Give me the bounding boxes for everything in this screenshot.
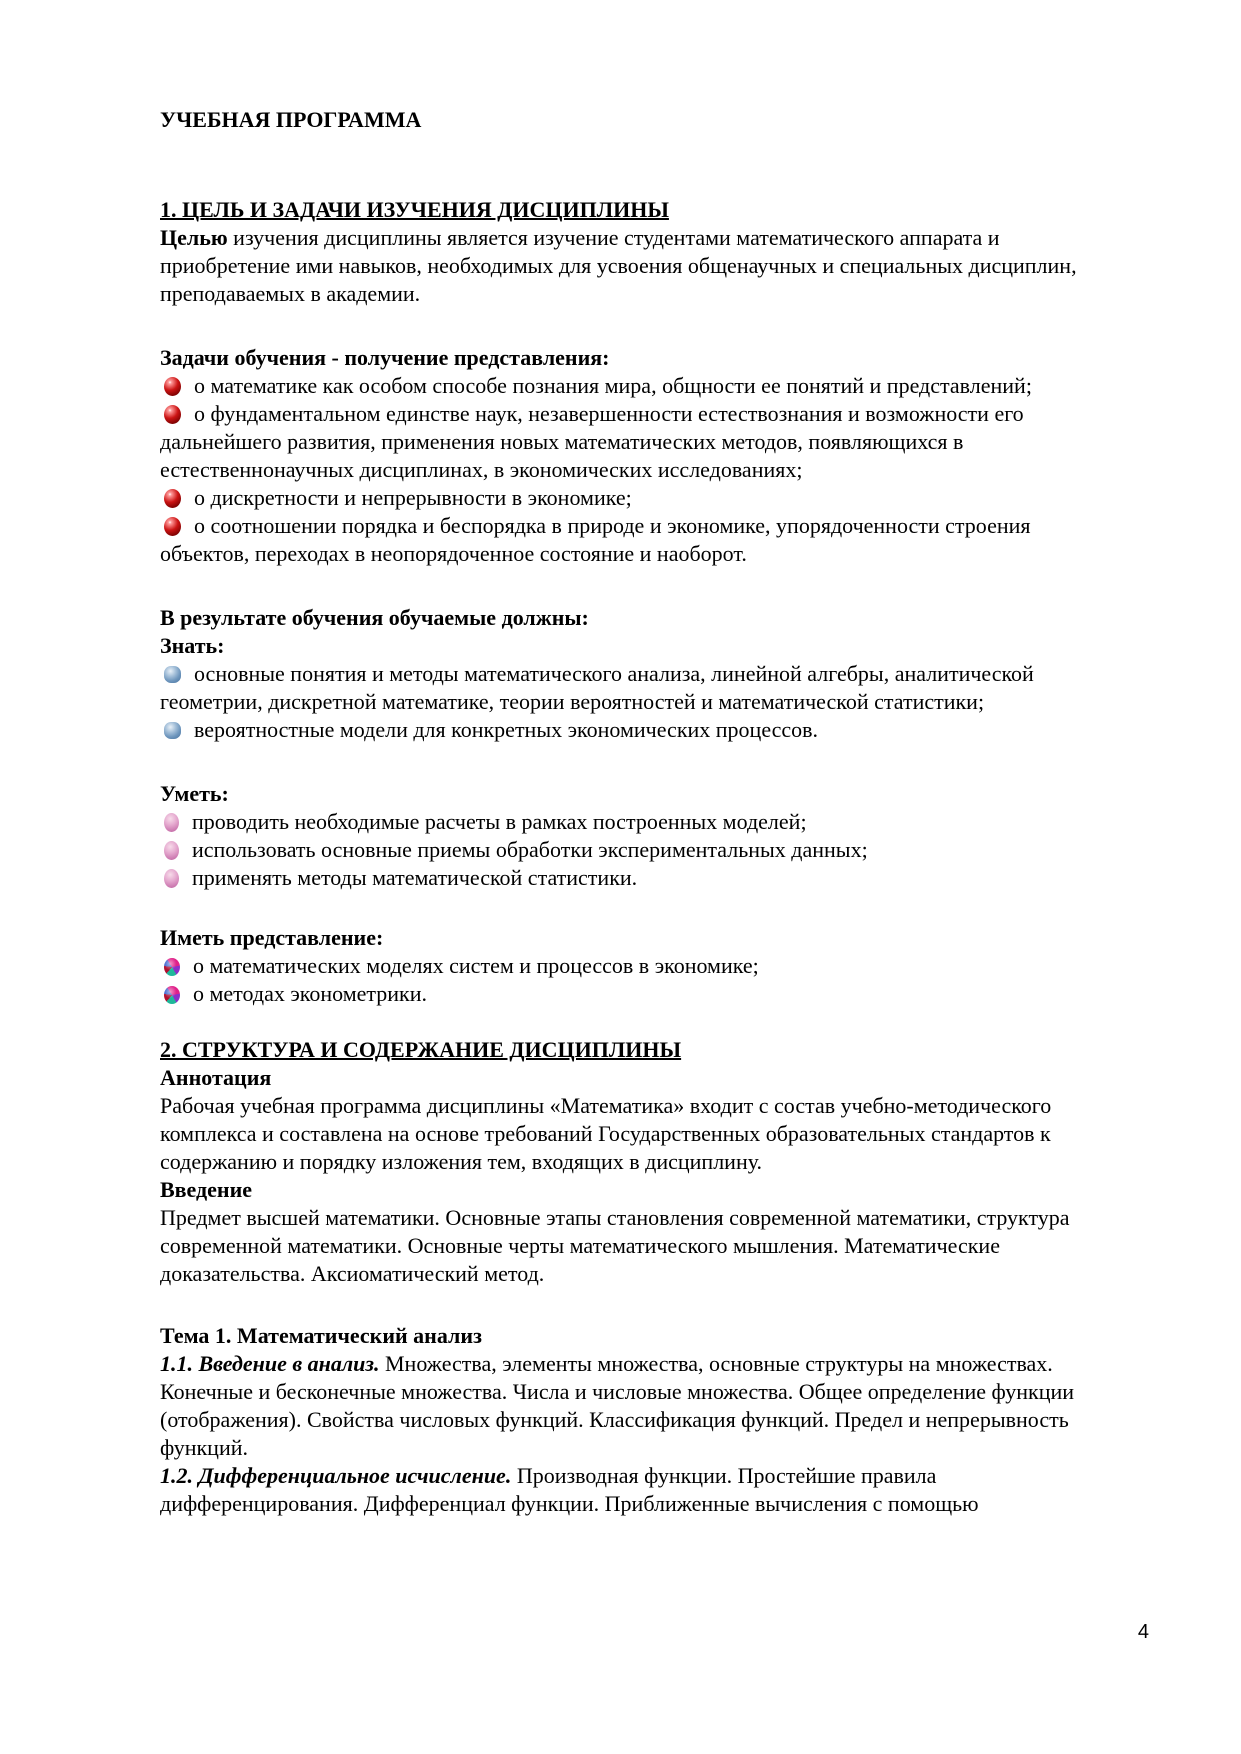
able-item-text: использовать основные приемы обработки экспериментальных данных; — [192, 837, 868, 862]
subsection-label: 1.2. Дифференциальное исчисление. — [160, 1463, 512, 1488]
annotation-heading: Аннотация — [160, 1065, 272, 1090]
list-item — [160, 980, 1125, 1008]
red-sphere-bullet-icon — [164, 517, 181, 536]
subsection-paragraph — [160, 1350, 1125, 1462]
list-item — [160, 836, 1125, 864]
red-sphere-bullet-icon — [164, 489, 181, 508]
know-heading: Знать: — [160, 633, 225, 658]
represent-heading: Иметь представление: — [160, 925, 384, 950]
represent-item-text: о методах эконометрики. — [193, 981, 428, 1006]
know-item-text: вероятностные модели для конкретных экономических процессов. — [194, 717, 819, 742]
task-item-text: о дискретности и непрерывности в экономике; — [194, 485, 632, 510]
list-item — [160, 716, 1125, 744]
know-item-text: основные понятия и методы математического анализа, линейной алгебры, аналитической геометрии, дискретной математике, теории вероятностей и математической статистики; — [160, 661, 1034, 714]
blue-sphere-bullet-icon — [164, 722, 181, 739]
goal-text: изучения дисциплины является изучение студентами математического аппарата и приобретение ими навыков, необходимых для усвоения общенаучных и специальных дисциплин, преподаваемых в академии. — [160, 225, 1077, 306]
task-item-text: о фундаментальном единстве наук, незавершенности естествознания и возможности его дальнейшего развития, применения новых математических методов, появляющихся в естественнонаучных дисциплинах, в экономических исследованиях; — [160, 401, 1024, 482]
pink-sphere-bullet-icon — [164, 841, 179, 860]
subsection-text: Производная функции. Простейшие правила дифференцирования. Дифференциал функции. Приближенные вычисления с помощью — [160, 1463, 979, 1516]
document-content — [160, 106, 1125, 1518]
task-item-text: о соотношении порядка и беспорядка в природе и экономике, упорядоченности строения объектов, переходах в неопорядоченное состояние и наоборот. — [160, 513, 1031, 566]
list-item — [160, 808, 1125, 836]
theme1-heading: Тема 1. Математический анализ — [160, 1323, 482, 1348]
red-sphere-bullet-icon — [164, 377, 181, 396]
task-item-text: о математике как особом способе познания мира, общности ее понятий и представлений; — [194, 373, 1032, 398]
represent-item-text: о математических моделях систем и процессов в экономике; — [193, 953, 759, 978]
subsection-paragraph — [160, 1462, 1125, 1518]
goal-paragraph — [160, 224, 1125, 308]
red-sphere-bullet-icon — [164, 405, 181, 424]
section2-heading: 2. СТРУКТУРА И СОДЕРЖАНИЕ ДИСЦИПЛИНЫ — [160, 1037, 682, 1062]
results-heading: В результате обучения обучаемые должны: — [160, 605, 589, 630]
blue-sphere-bullet-icon — [164, 666, 181, 683]
introduction-paragraph: Предмет высшей математики. Основные этапы становления современной математики, структура современной математики. Основные черты математического мышления. Математические доказательства. Аксиоматический метод. — [160, 1205, 1070, 1286]
list-item — [160, 512, 1125, 568]
subsection-text: Множества, элементы множества, основные структуры на множествах. Конечные и бесконечные множества. Числа и числовые множества. Общее определение функции (отображения). Свойства числовых функций. Классификация функций. Предел и непрерывность функций. — [160, 1351, 1075, 1460]
multicolor-sphere-bullet-icon — [164, 986, 180, 1004]
able-item-text: применять методы математической статистики. — [192, 865, 638, 890]
subsection-label: 1.1. Введение в анализ. — [160, 1351, 380, 1376]
list-item — [160, 660, 1125, 716]
section1-heading: 1. ЦЕЛЬ И ЗАДАЧИ ИЗУЧЕНИЯ ДИСЦИПЛИНЫ — [160, 197, 669, 222]
tasks-heading: Задачи обучения - получение представления: — [160, 345, 610, 370]
list-item — [160, 400, 1125, 484]
list-item — [160, 372, 1125, 400]
goal-lead-word: Целью — [160, 225, 228, 250]
list-item — [160, 952, 1125, 980]
list-item — [160, 864, 1125, 892]
multicolor-sphere-bullet-icon — [164, 958, 180, 976]
able-item-text: проводить необходимые расчеты в рамках построенных моделей; — [192, 809, 807, 834]
able-heading: Уметь: — [160, 781, 229, 806]
introduction-heading: Введение — [160, 1177, 253, 1202]
annotation-paragraph: Рабочая учебная программа дисциплины «Математика» входит с состав учебно-методического комплекса и составлена на основе требований Государственных образовательных стандартов к содержанию и порядку изложения тем, входящих в дисциплину. — [160, 1093, 1052, 1174]
list-item — [160, 484, 1125, 512]
page-number: 4 — [1137, 1621, 1149, 1643]
document-title: УЧЕБНАЯ ПРОГРАММА — [160, 107, 422, 132]
pink-sphere-bullet-icon — [164, 813, 179, 832]
pink-sphere-bullet-icon — [164, 869, 179, 888]
